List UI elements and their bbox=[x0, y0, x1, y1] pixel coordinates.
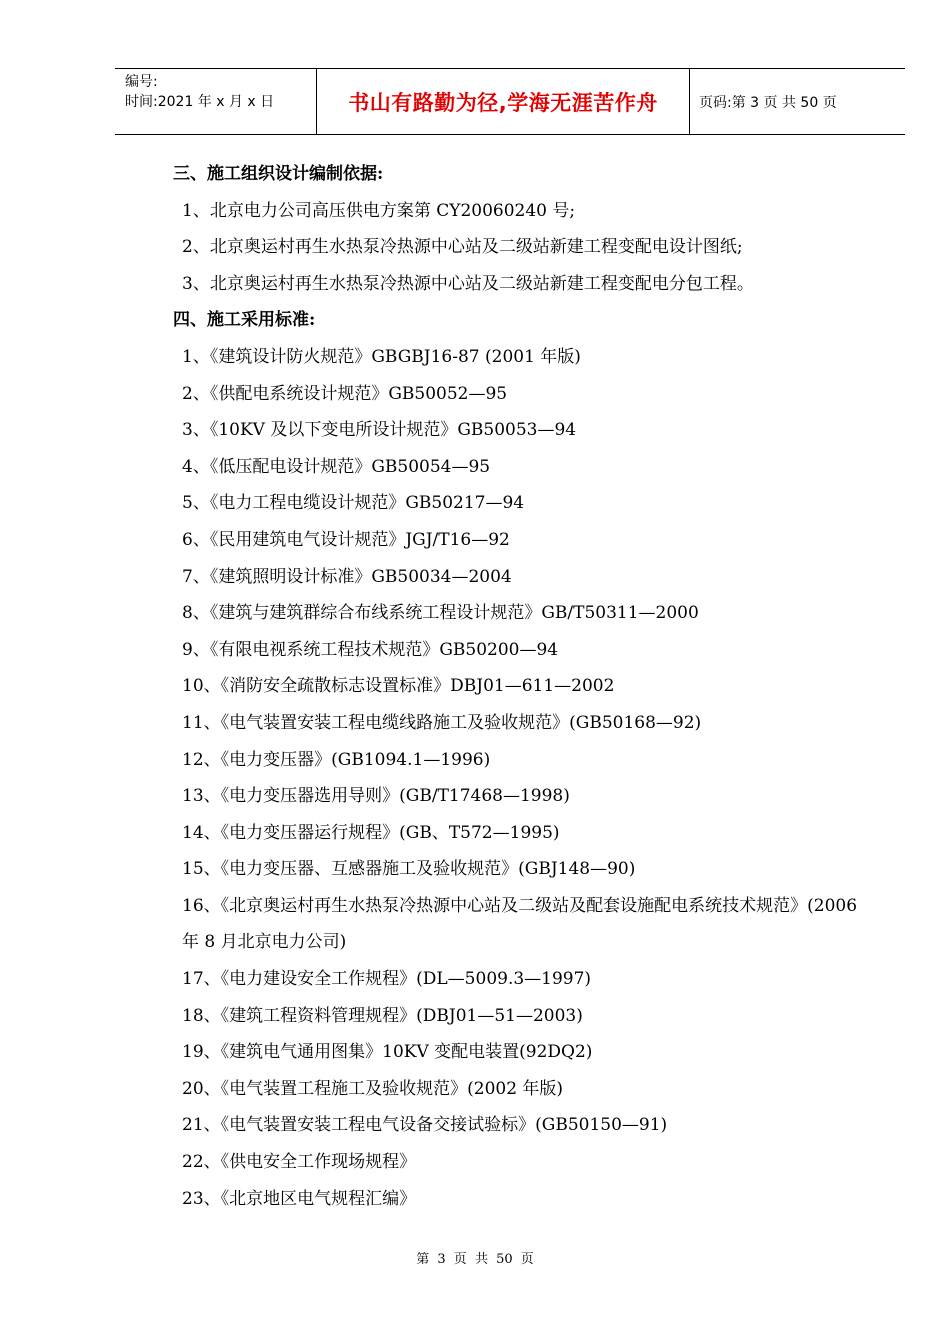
footer-ye: 页 bbox=[453, 1252, 467, 1267]
page-footer bbox=[0, 1248, 950, 1267]
header-meta bbox=[115, 69, 316, 134]
standard-item: 17、《电力建设安全工作规程》(DL—5009.3—1997) bbox=[182, 969, 592, 990]
basis-item: 3、北京奥运村再生水热泵冷热源中心站及二级站新建工程变配电分包工程。 bbox=[182, 273, 754, 294]
header-motto-cell bbox=[316, 69, 690, 134]
standard-item: 19、《建筑电气通用图集》10KV 变配电装置(92DQ2) bbox=[182, 1042, 593, 1063]
document-time-label: 时间:2021 年 x 月 x 日 bbox=[125, 94, 275, 110]
document-body bbox=[173, 156, 863, 1217]
footer-total-pages: 50 bbox=[496, 1252, 513, 1267]
standard-item: 10、《消防安全疏散标志设置标准》DBJ01—611—2002 bbox=[182, 676, 615, 697]
standard-item: 23、《北京地区电气规程汇编》 bbox=[182, 1188, 417, 1209]
standard-item: 6、《民用建筑电气设计规范》JGJ/T16—92 bbox=[182, 529, 510, 550]
standard-item: 3、《10KV 及以下变电所设计规范》GB50053—94 bbox=[182, 420, 577, 441]
standard-item: 11、《电气装置安装工程电缆线路施工及验收规范》(GB50168—92) bbox=[182, 712, 702, 733]
standard-item: 14、《电力变压器运行规程》(GB、T572—1995) bbox=[182, 822, 560, 843]
footer-di: 第 bbox=[416, 1252, 430, 1267]
header-page-info: 页码:第 3 页 共 50 页 bbox=[699, 94, 837, 111]
page-header bbox=[115, 68, 905, 135]
header-page-info-cell bbox=[690, 69, 905, 134]
standard-item: 7、《建筑照明设计标准》GB50034—2004 bbox=[182, 566, 512, 587]
standard-item: 16、《北京奥运村再生水热泵冷热源中心站及二级站及配套设施配电系统技术规范》(2006 年 8 月北京电力公司) bbox=[182, 895, 858, 953]
standard-item: 22、《供电安全工作现场规程》 bbox=[182, 1152, 417, 1173]
header-motto: 书山有路勤为径,学海无涯苦作舟 bbox=[348, 90, 658, 115]
basis-item: 1、北京电力公司高压供电方案第 CY20060240 号; bbox=[182, 200, 576, 221]
standard-item: 12、《电力变压器》(GB1094.1—1996) bbox=[182, 749, 491, 770]
standard-item: 5、《电力工程电缆设计规范》GB50217—94 bbox=[182, 493, 525, 514]
footer-ye: 页 bbox=[520, 1252, 534, 1267]
standard-item: 9、《有限电视系统工程技术规范》GB50200—94 bbox=[182, 639, 559, 660]
section-heading-basis: 三、施工组织设计编制依据: bbox=[173, 164, 384, 184]
footer-gong: 共 bbox=[474, 1252, 488, 1267]
standard-item: 21、《电气装置安装工程电气设备交接试验标》(GB50150—91) bbox=[182, 1115, 668, 1136]
document-number-label: 编号: bbox=[125, 74, 158, 90]
standard-item: 20、《电气装置工程施工及验收规范》(2002 年版) bbox=[182, 1078, 564, 1099]
basis-item: 2、北京奥运村再生水热泵冷热源中心站及二级站新建工程变配电设计图纸; bbox=[182, 237, 743, 258]
standard-item: 18、《建筑工程资料管理规程》(DBJ01—51—2003) bbox=[182, 1005, 583, 1026]
footer-page-number: 3 bbox=[437, 1252, 446, 1267]
standard-item: 2、《供配电系统设计规范》GB50052—95 bbox=[182, 383, 508, 404]
standard-item: 13、《电力变压器选用导则》(GB/T17468—1998) bbox=[182, 786, 570, 807]
standard-item: 4、《低压配电设计规范》GB50054—95 bbox=[182, 456, 491, 477]
standard-item: 15、《电力变压器、互感器施工及验收规范》(GBJ148—90) bbox=[182, 859, 636, 880]
section-heading-standards: 四、施工采用标准: bbox=[173, 310, 316, 331]
standard-item: 8、《建筑与建筑群综合布线系统工程设计规范》GB/T50311—2000 bbox=[182, 603, 699, 624]
standard-item: 1、《建筑设计防火规范》GBGBJ16-87 (2001 年版) bbox=[182, 346, 581, 367]
